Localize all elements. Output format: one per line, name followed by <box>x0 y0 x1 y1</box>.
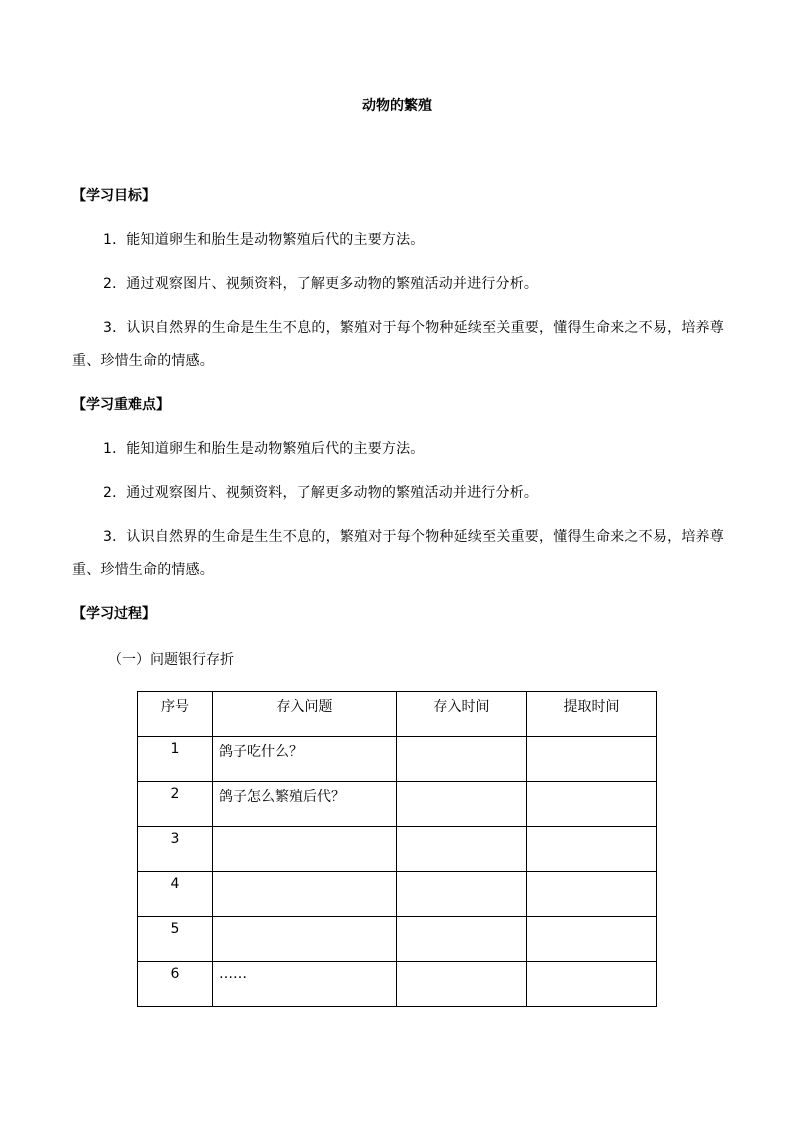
row-deposit-time <box>397 962 527 1007</box>
key-point-item-3: 3．认识自然界的生命是生生不息的，繁殖对于每个物种延续至关重要，懂得生命来之不易，培养尊重、珍惜生命的情感。 <box>72 529 724 578</box>
key-point-item-1: 1．能知道卵生和胎生是动物繁殖后代的主要方法。 <box>103 441 425 457</box>
row-number: 3 <box>138 827 213 872</box>
page-title: 动物的繁殖 <box>362 98 432 114</box>
row-question <box>213 827 397 872</box>
process-subheading: （一）问题银行存折 <box>108 652 234 668</box>
row-deposit-time <box>397 827 527 872</box>
table-row <box>138 917 657 962</box>
row-withdraw-time <box>527 782 657 827</box>
row-deposit-time <box>397 737 527 782</box>
table-header-row <box>138 692 657 737</box>
row-question <box>213 872 397 917</box>
row-number: 2 <box>138 782 213 827</box>
table-row <box>138 737 657 782</box>
row-number: 1 <box>138 737 213 782</box>
objectives-heading: 【学习目标】 <box>72 188 156 204</box>
table-row <box>138 962 657 1007</box>
row-deposit-time <box>397 917 527 962</box>
header-withdraw-time: 提取时间 <box>527 692 657 737</box>
row-withdraw-time <box>527 827 657 872</box>
row-question: 鸽子怎么繁殖后代？ <box>213 782 397 827</box>
row-deposit-time <box>397 872 527 917</box>
row-question: 鸽子吃什么？ <box>213 737 397 782</box>
process-heading: 【学习过程】 <box>72 606 156 622</box>
row-number: 5 <box>138 917 213 962</box>
row-number: 4 <box>138 872 213 917</box>
key-point-item-2: 2．通过观察图片、视频资料，了解更多动物的繁殖活动并进行分析。 <box>103 485 539 501</box>
table-row <box>138 782 657 827</box>
row-deposit-time <box>397 782 527 827</box>
row-number: 6 <box>138 962 213 1007</box>
row-withdraw-time <box>527 917 657 962</box>
header-question: 存入问题 <box>213 692 397 737</box>
row-withdraw-time <box>527 962 657 1007</box>
row-question: …… <box>213 962 397 1007</box>
question-bank-table <box>137 691 657 1007</box>
objective-item-3: 3．认识自然界的生命是生生不息的，繁殖对于每个物种延续至关重要，懂得生命来之不易，培养尊重、珍惜生命的情感。 <box>72 320 724 369</box>
table-row <box>138 827 657 872</box>
key-points-heading: 【学习重难点】 <box>72 397 170 413</box>
objective-item-2: 2．通过观察图片、视频资料，了解更多动物的繁殖活动并进行分析。 <box>103 276 539 292</box>
header-number: 序号 <box>138 692 213 737</box>
row-withdraw-time <box>527 872 657 917</box>
row-question <box>213 917 397 962</box>
header-deposit-time: 存入时间 <box>397 692 527 737</box>
objective-item-1: 1．能知道卵生和胎生是动物繁殖后代的主要方法。 <box>103 232 425 248</box>
row-withdraw-time <box>527 737 657 782</box>
table-row <box>138 872 657 917</box>
